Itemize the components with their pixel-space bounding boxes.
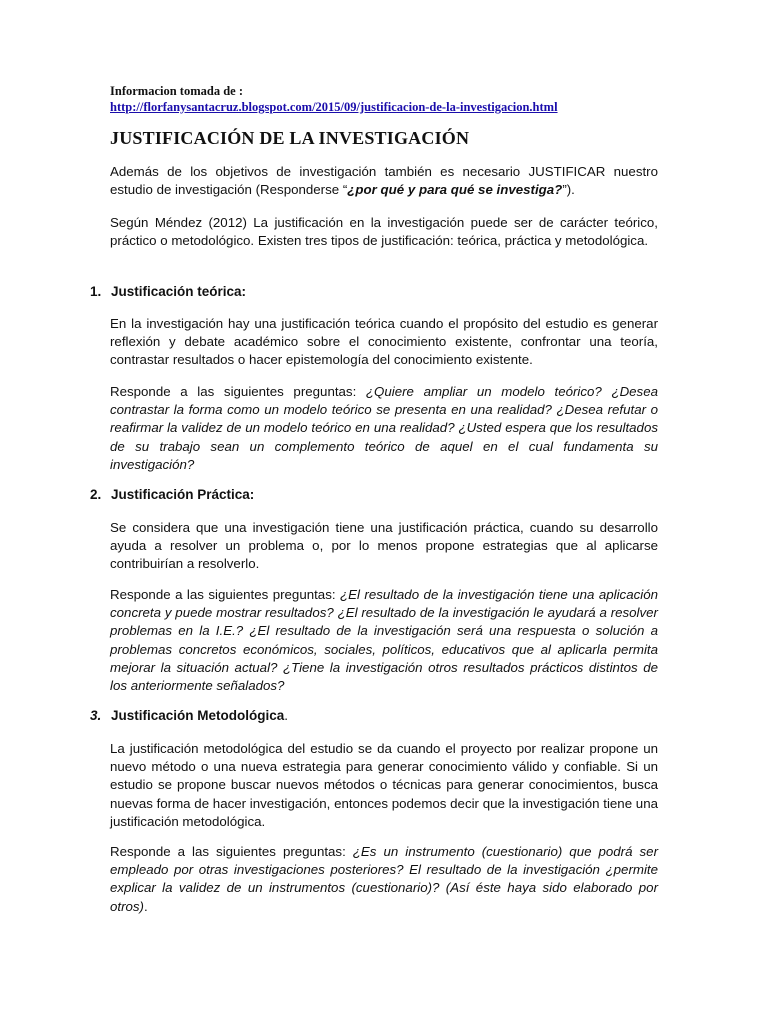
section-2-questions — [110, 586, 658, 695]
section-3-description: La justificación metodológica del estudio se da cuando el proyecto por realizar propone un nuevo método o una nueva estrategia para generar conocimiento válido y confiable. Si un estudio se propone buscar nuevos métodos o técnicas para generar conocimientos, busca nuevas forma de hacer investigación, entonces podemos decir que la investigación tiene una justificación metodológica. — [110, 741, 658, 829]
section-3-questions — [110, 843, 658, 916]
section-2-questions-lead: Responde a las siguientes preguntas: — [110, 587, 340, 602]
section-3-heading — [90, 707, 288, 725]
section-2-number: 2. — [90, 487, 102, 502]
section-1-title: Justificación teórica: — [111, 284, 247, 299]
section-1-questions — [110, 383, 658, 474]
section-1-questions-lead: Responde a las siguientes preguntas: — [110, 384, 366, 399]
intro-paragraph — [110, 163, 658, 199]
section-3-title: Justificación Metodológica — [111, 708, 285, 723]
intro-text-before: Además de los objetivos de investigación también es necesario JUSTIFICAR nuestro estudio de investigación (Responderse “ — [110, 164, 658, 198]
section-2-heading — [90, 486, 254, 504]
section-3-questions-tail: . — [144, 898, 148, 914]
document-title: JUSTIFICACIÓN DE LA INVESTIGACIÓN — [110, 128, 470, 148]
source-block — [110, 83, 670, 115]
section-1-number: 1. — [90, 284, 102, 299]
section-3-questions-text: ¿Es un instrumento (cuestionario) que podrá ser empleado por otras investigaciones posteriores? El resultado de la investigación ¿permite explicar la validez de un instrumentos (cuestionario)? (Así éste haya sido elaborado por otros) — [110, 844, 658, 914]
section-3-questions-lead: Responde a las siguientes preguntas: — [110, 844, 353, 859]
section-3-title-suffix: . — [284, 708, 289, 723]
intro-text-after: ”). — [562, 182, 575, 198]
section-1-description: En la investigación hay una justificación teórica cuando el propósito del estudio es generar reflexión y debate académico sobre el conocimiento existente, confrontar una teoría, contrastar resultados o hacer epistemología del conocimiento existente. — [110, 316, 658, 368]
section-3-number: 3. — [90, 708, 102, 723]
section-2-questions-text: ¿El resultado de la investigación tiene una aplicación concreta y puede mostrar resultados? ¿El resultado de la investigación le ayudará a resolver problemas en la I.E.? ¿El resultado de la investigación será una respuesta o solución a problemas concretos económicos, sociales, políticos, educativos que al aplicarla permita mejorar la situación actual? ¿Tiene la investigación otros resultados prácticos distintos de los anteriormente señalados? — [110, 587, 658, 694]
section-1-questions-text: ¿Quiere ampliar un modelo teórico? ¿Desea contrastar la forma como un modelo teórico se presenta en una realidad? ¿Desea refutar o reafirmar la validez de un modelo teórico en una realidad? ¿Usted espera que los resultados de su trabajo sean un complemento teórico de aquel en el cual fundamenta su investigación? — [110, 384, 658, 472]
source-label: Informacion tomada de : — [110, 84, 243, 98]
section-1-heading — [90, 283, 246, 301]
section-2-description: Se considera que una investigación tiene una justificación práctica, cuando su desarrollo ayuda a resolver un problema o, por lo menos propone estrategias que al aplicarse contribuirían a resolverlo. — [110, 520, 658, 572]
intro-emphasis: ¿por qué y para qué se investiga? — [347, 182, 563, 198]
mendez-paragraph: Según Méndez (2012) La justificación en la investigación puede ser de carácter teórico, práctico o metodológico. Existen tres tipos de justificación: teórica, práctica y metodológica. — [110, 215, 658, 249]
section-2-title: Justificación Práctica: — [111, 487, 255, 502]
source-link[interactable]: http://florfanysantacruz.blogspot.com/2015/09/justificacion-de-la-investigacion.html — [110, 100, 558, 114]
